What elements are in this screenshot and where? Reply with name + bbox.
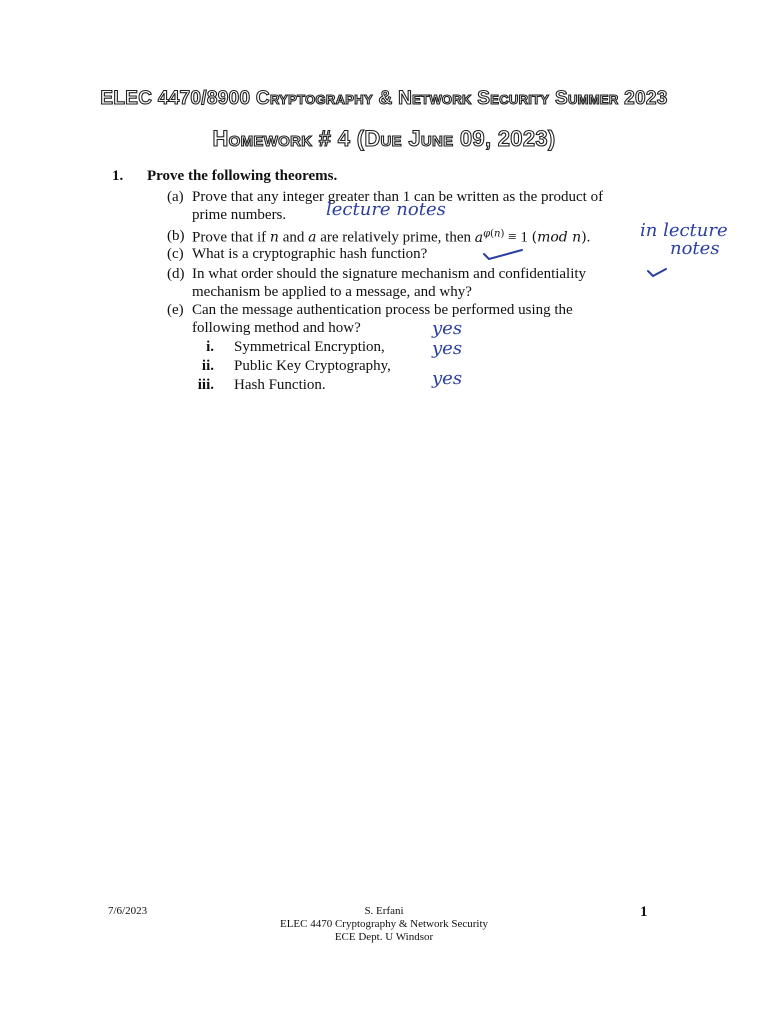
subitem-text-ii: Public Key Cryptography, — [234, 358, 391, 374]
handwritten-check-c-icon — [482, 246, 524, 262]
footer-course: ELEC 4470 Cryptography & Network Security — [279, 918, 489, 930]
subitem-label-ii: ii. — [201, 358, 214, 374]
handwritten-check-d-icon — [646, 266, 668, 280]
handwritten-yes-1: yes — [432, 318, 463, 339]
handwritten-yes-2: yes — [432, 338, 463, 359]
handwritten-note-a: lecture notes — [326, 199, 446, 220]
footer-date: 7/6/2023 — [108, 905, 148, 917]
part-d-line2: mechanism be applied to a message, and why? — [192, 284, 472, 300]
part-b-rendered: Prove that if n and a are relatively prime, then $a^{\varphi(n)} \equiv 1$ (mod n). — [192, 228, 591, 246]
part-c-text: What is a cryptographic hash function? — [192, 246, 428, 262]
course-header: ELEC 4470/8900 Cryptography & Network Security Summer 2023 — [100, 88, 668, 109]
part-c-label: (c) — [167, 246, 184, 262]
part-d-label: (d) — [167, 266, 185, 282]
part-e-label: (e) — [167, 302, 184, 318]
subitem-label-i: i. — [206, 339, 214, 355]
footer-center — [0, 905, 768, 944]
subitem-text-i: Symmetrical Encryption, — [234, 339, 385, 355]
footer-dept: ECE Dept. U Windsor — [334, 931, 434, 943]
part-b-label: (b) — [167, 228, 185, 244]
subitem-label-iii: iii. — [197, 377, 214, 393]
homework-title: Homework # 4 (Due June 09, 2023) — [212, 126, 556, 151]
page-number: 1 — [640, 904, 648, 920]
part-e-line2: following method and how? — [192, 320, 361, 336]
part-a-label: (a) — [167, 189, 184, 205]
part-a-line2: prime numbers. — [192, 207, 287, 223]
subitem-text-iii: Hash Function. — [234, 377, 326, 393]
part-a-line1: Prove that any integer greater than 1 can be written as the product of — [192, 189, 604, 205]
question-number: 1. — [112, 168, 124, 184]
part-d-line1: In what order should the signature mechanism and confidentiality — [192, 266, 587, 282]
part-b-text — [192, 228, 590, 247]
handwritten-yes-3: yes — [432, 368, 463, 389]
handwritten-note-b-line1: in lecture — [640, 220, 728, 241]
part-e-line1: Can the message authentication process be performed using the — [192, 302, 573, 318]
handwritten-note-b-line2: notes — [670, 238, 720, 259]
question-title: Prove the following theorems. — [147, 168, 338, 184]
footer-author: S. Erfani — [364, 905, 404, 917]
